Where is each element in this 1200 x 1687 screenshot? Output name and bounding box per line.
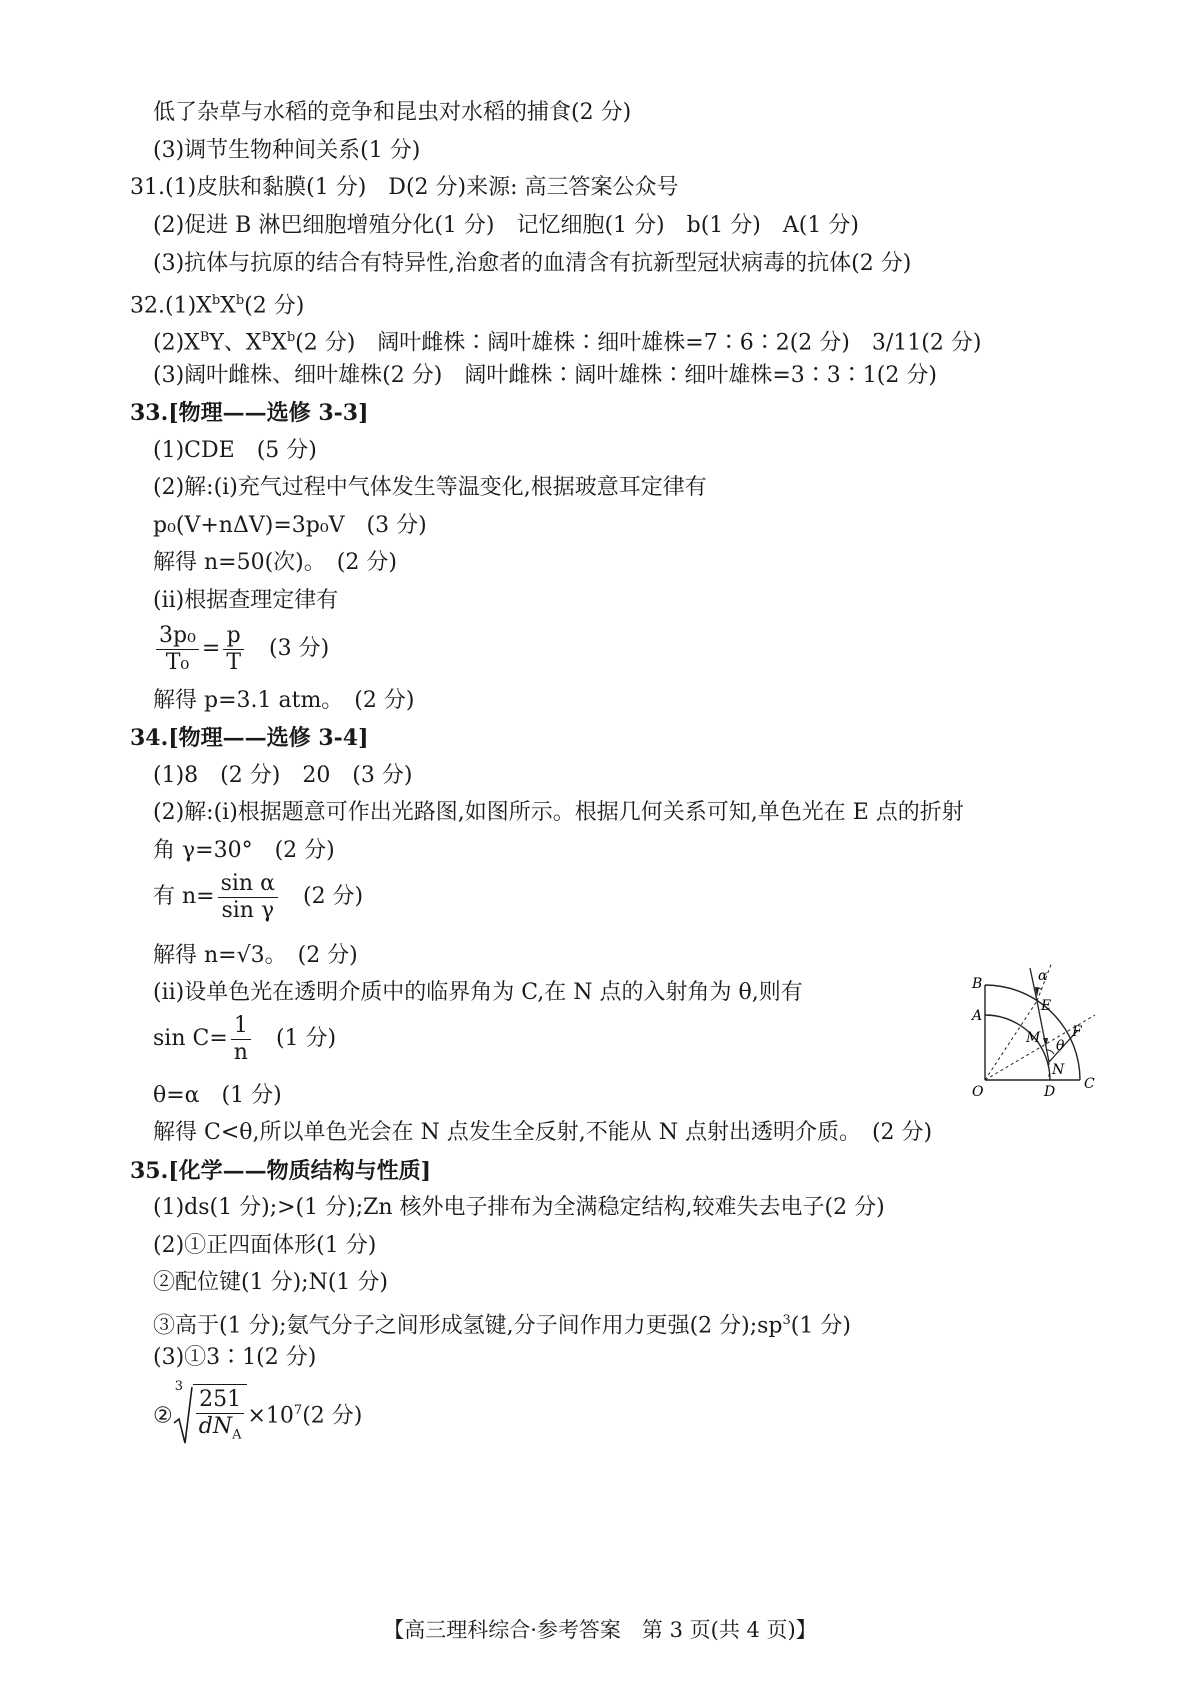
q31-line-2: (2)促进 B 淋巴细胞增殖分化(1 分) 记忆细胞(1 分) b(1 分) A(1 分) — [153, 213, 859, 238]
snell-equation: 有 n= $\frac{\text{sin α}}{\text{sin γ}}$ (2 分) — [153, 870, 364, 923]
q33-result-2: 解得 p=3.1 atm。 (2 分) — [153, 688, 415, 713]
q32-line-1: $32.(1)X^bX^b(2$ 分) — [130, 293, 305, 319]
label-C: C — [1084, 1076, 1095, 1092]
boyle-equation: p₀(V+nΔV)=3p₀V (3 分) — [153, 513, 427, 538]
q35-heading: 35.[化学——物质结构与性质] — [130, 1158, 432, 1184]
q33-line-2: (2)解:(ⅰ)充气过程中气体发生等温变化,根据玻意耳定律有 — [153, 475, 707, 500]
label-B: B — [972, 976, 983, 992]
label-theta: θ — [1056, 1038, 1065, 1054]
label-M: M — [1026, 1030, 1041, 1046]
cube-root-formula: ② 3 $\frac{251}{dN_A}$ $\times 10^7(2$ 分) — [153, 1378, 362, 1451]
text-line: 低了杂草与水稻的竞争和昆虫对水稻的捕食(2 分) — [153, 100, 632, 125]
label-E: E — [1041, 998, 1052, 1014]
q35-line-4: ③高于(1 分);氨气分子之间形成氢键,分子间作用力更强(2 分)$;sp^3(1$ 分) — [153, 1313, 851, 1339]
q33-result-1: 解得 n=50(次)。 (2 分) — [153, 550, 397, 575]
q33-line-3: (ⅱ)根据查理定律有 — [153, 588, 339, 613]
label-F: F — [1072, 1024, 1082, 1040]
label-alpha: α — [1038, 968, 1048, 984]
q34-line-5: θ=α (1 分) — [153, 1083, 282, 1108]
q35-line-2: (2)①正四面体形(1 分) — [153, 1233, 377, 1258]
q35-line-1: (1)ds(1 分);>(1 分);Zn 核外电子排布为全满稳定结构,较难失去电子(2 分) — [153, 1195, 885, 1220]
page-footer: 【高三理科综合·参考答案 第 3 页(共 4 页)】 — [383, 1618, 817, 1642]
text-line: (3)调节生物种间关系(1 分) — [153, 138, 421, 163]
label-A: A — [972, 1008, 983, 1024]
q34-line-2: (2)解:(ⅰ)根据题意可作出光路图,如图所示。根据几何关系可知,单色光在 E 点的折射 — [153, 800, 964, 825]
q31-line-1: 31.(1)皮肤和黏膜(1 分) D(2 分)来源: 高三答案公众号 — [130, 175, 679, 200]
q32-line-3: (3)阔叶雌株、细叶雄株(2 分) 阔叶雌株∶阔叶雄株∶细叶雄株=3∶3∶1(2 分) — [153, 363, 937, 388]
q34-result-1: 解得 n=√3。 (2 分) — [153, 943, 358, 968]
q31-line-3: (3)抗体与抗原的结合有特异性,治愈者的血清含有抗新型冠状病毒的抗体(2 分) — [153, 251, 912, 276]
q32-line-2: $(2)X^BY$、$X^BX^b(2$ 分) 阔叶雌株∶阔叶雄株∶细叶雄株=7∶6∶2(2 分) 3/11(2 分) — [153, 330, 982, 356]
cube-root: 3 $\frac{251}{dN_A}$ — [173, 1382, 248, 1451]
q34-line-3: 角 γ=30° (2 分) — [153, 838, 335, 863]
optics-diagram — [960, 950, 1110, 1100]
q33-heading: 33.[物理——选修 3-3] — [130, 400, 369, 426]
q34-line-4: (ⅱ)设单色光在透明介质中的临界角为 C,在 N 点的入射角为 θ,则有 — [153, 980, 803, 1005]
charles-equation: $\frac{\text{3p₀}}{\text{T₀}}$ = $\frac{p}{T}$ (3 分) — [153, 620, 329, 678]
label-O: O — [972, 1084, 984, 1100]
q34-line-1: (1)8 (2 分) 20 (3 分) — [153, 763, 413, 788]
label-D: D — [1044, 1084, 1056, 1100]
q34-result-2: 解得 C<θ,所以单色光会在 N 点发生全反射,不能从 N 点射出透明介质。 (2 分) — [153, 1120, 933, 1145]
q34-heading: 34.[物理——选修 3-4] — [130, 725, 369, 751]
q35-line-5: (3)①3∶1(2 分) — [153, 1345, 317, 1370]
q35-line-3: ②配位键(1 分);N(1 分) — [153, 1270, 388, 1295]
critical-angle-equation: sin C= $\frac{1}{n}$ (1 分) — [153, 1012, 337, 1065]
q33-line-1: (1)CDE (5 分) — [153, 438, 317, 463]
label-N: N — [1052, 1062, 1065, 1078]
